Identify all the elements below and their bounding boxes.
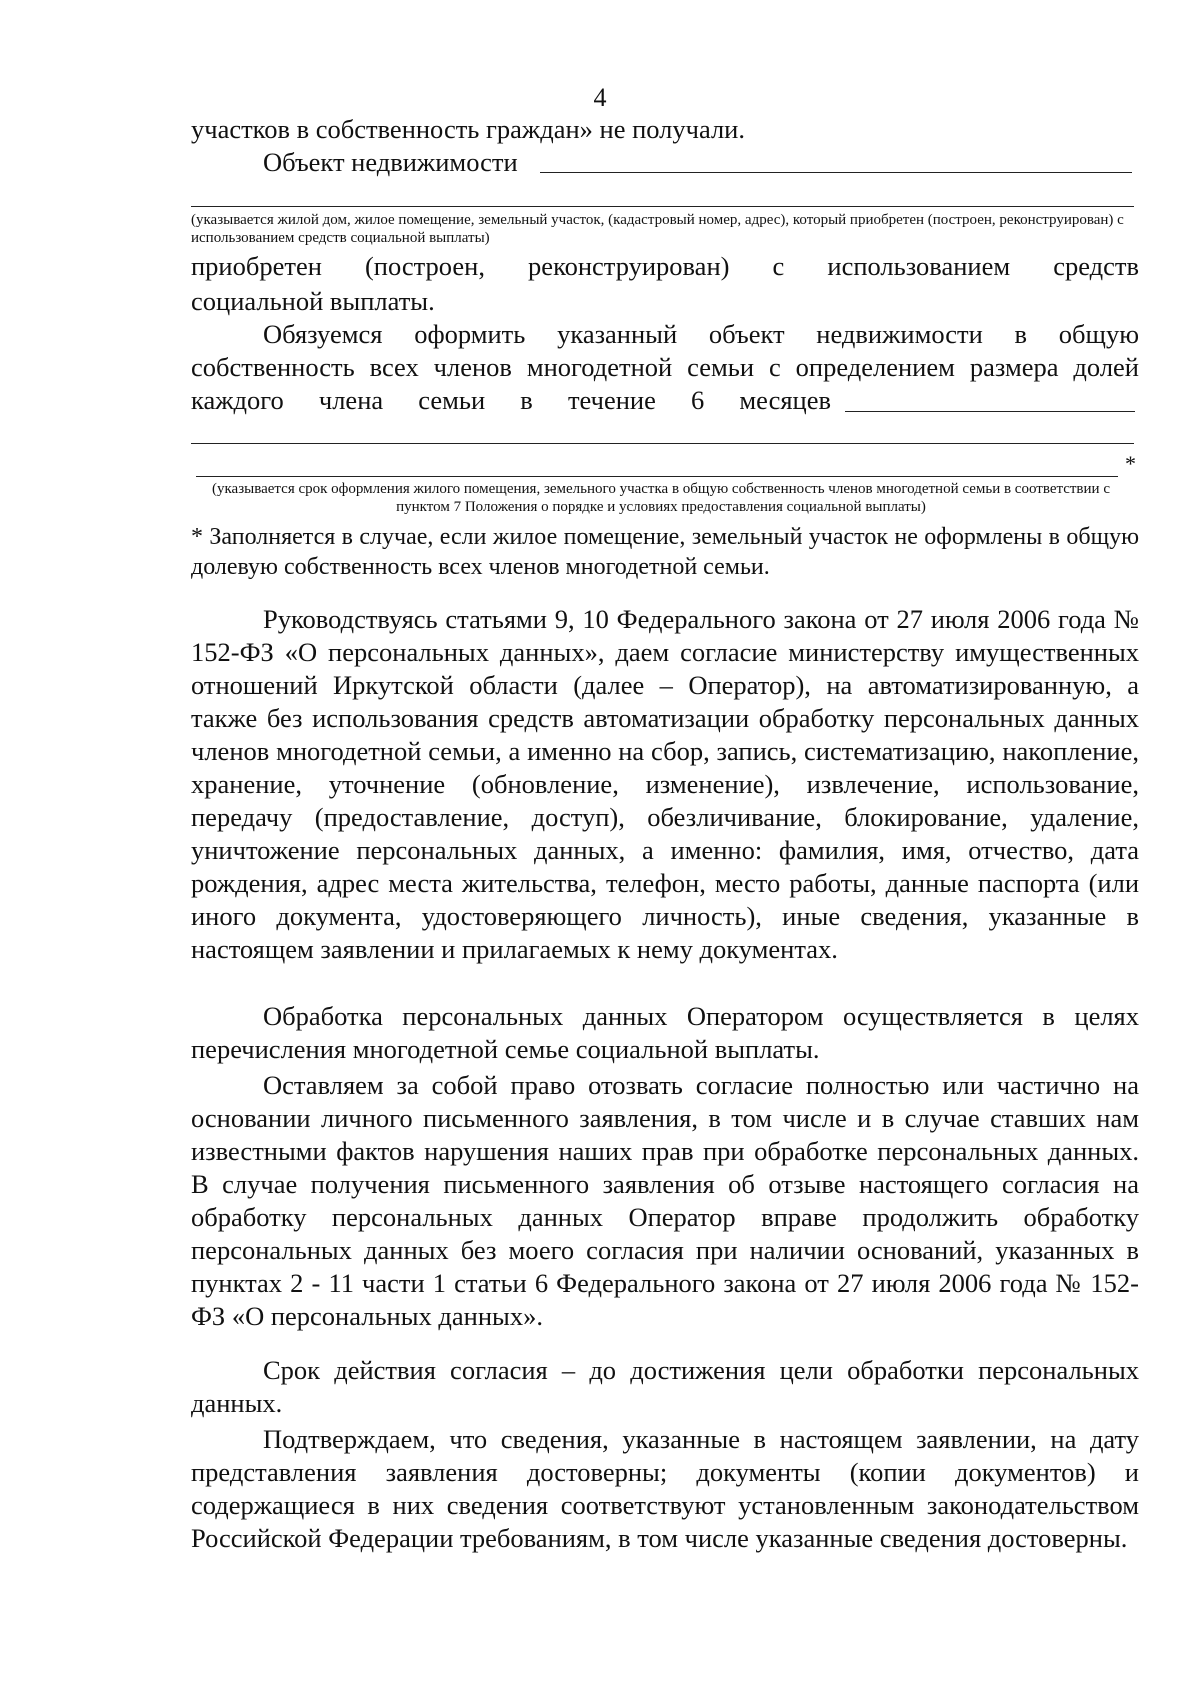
acquired-line-2: социальной выплаты. [191,286,435,316]
term-fill-line-2[interactable] [191,443,1134,444]
obligation-line-2: собственность всех членов многодетной семьи с определением размера долей [191,352,1139,382]
consent-paragraph-5: Подтверждаем, что сведения, указанные в настоящем заявлении, на дату представления заявления достоверны; документы (копии документов) и содержащиеся в них сведения соответствуют установленным законодательством Российской Федерации требованиям, в том числе указанные сведения достоверны. [191,1424,1139,1553]
consent-paragraph-3: Оставляем за собой право отозвать согласие полностью или частично на основании личного письменного заявления, в том числе и в случае ставших нам известными фактов нарушения наших прав при обработке персональных данных. В случае получения письменного заявления об отзыве настоящего согласия на обработку персональных данных Оператор вправе продолжить обработку персональных данных без моего согласия при наличии оснований, указанных в пунктах 2 - 11 части 1 статьи 6 Федерального закона от 27 июля 2006 года № 152-ФЗ «О персональных данных». [191,1070,1139,1331]
asterisk-mark: * [1125,451,1136,476]
term-fill-line-3[interactable] [196,476,1118,477]
obligation-line-3: каждого члена семьи в течение 6 месяцев [191,385,831,415]
top-line-1: участков в собственность граждан» не получали. [191,114,745,144]
object-fill-line-2[interactable] [191,206,1134,207]
obligation-line-1: Обязуемся оформить указанный объект недвижимости в общую [263,319,1139,349]
object-note: (указывается жилой дом, жилое помещение, земельный участок, (кадастровый номер, адрес), который приобретен (построен, реконструирован) с использованием средств социальной выплаты) [191,212,1124,246]
consent-paragraph-4: Срок действия согласия – до достижения цели обработки персональных данных. [191,1355,1139,1418]
acquired-line-1: приобретен (построен, реконструирован) с использованием средств [191,251,1139,281]
object-label: Объект недвижимости [263,147,518,177]
consent-paragraph-1: Руководствуясь статьями 9, 10 Федерального закона от 27 июля 2006 года № 152-ФЗ «О персональных данных», даем согласие министерству имущественных отношений Иркутской области (далее – Оператор), на автоматизированную, а также без использования средств автоматизации обработку персональных данных членов многодетной семьи, а именно на сбор, запись, систематизацию, накопление, хранение, уточнение (обновление, изменение), извлечение, использование, передачу (предоставление, доступ), обезличивание, блокирование, удаление, уничтожение персональных данных, а именно: фамилия, имя, отчество, дата рождения, адрес места жительства, телефон, место работы, данные паспорта (или иного документа, удостоверяющего личность), иные сведения, указанные в настоящем заявлении и прилагаемых к нему документах. [191,604,1139,964]
object-fill-line[interactable] [540,172,1132,173]
term-fill-line[interactable] [845,411,1135,412]
page-number: 4 [593,83,607,112]
footnote: * Заполняется в случае, если жилое помещение, земельный участок не оформлены в общую долевую собственность всех членов многодетной семьи. [191,524,1139,580]
term-note: (указывается срок оформления жилого помещения, земельного участка в общую собственность членов многодетной семьи в соответствии с пунктом 7 Положения о порядке и условиях предоставления социальной выплаты) [212,481,1110,515]
consent-paragraph-2: Обработка персональных данных Оператором осуществляется в целях перечисления многодетной семье социальной выплаты. [191,1001,1139,1064]
